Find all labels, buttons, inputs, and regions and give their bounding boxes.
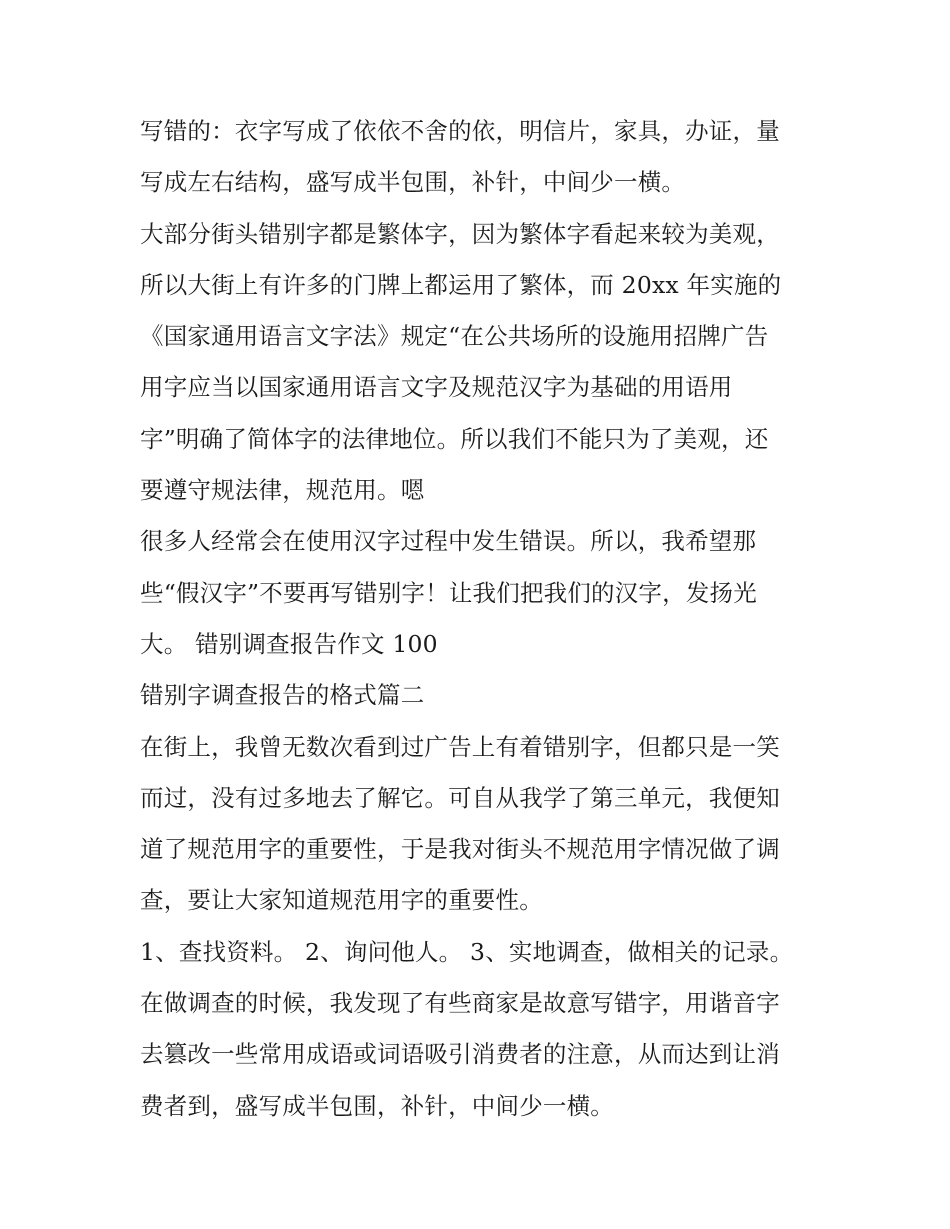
text-line: 要遵守规法律，规范用。嗯 (140, 476, 425, 505)
text-line: 而过，没有过多地去了解它。可自从我学了第三单元，我便知 (140, 783, 780, 812)
text-line: 查，要让大家知道规范用字的重要性。 (140, 886, 543, 915)
text-line: 1、查找资料。 2、询问他人。 3、实地调查，做相关的记录。 (140, 937, 794, 966)
text-line: 大部分街头错别字都是繁体字，因为繁体字看起来较为美观， (140, 219, 780, 248)
text-line: 费者到，盛写成半包围，补针，中间少一横。 (140, 1091, 614, 1120)
text-line: 写错的：衣字写成了依依不舍的依，明信片，家具，办证，量 (140, 117, 780, 145)
section-heading: 错别字调查报告的格式篇二 (140, 681, 425, 710)
text-line: 用字应当以国家通用语言文字及规范汉字为基础的用语用 (140, 373, 733, 402)
text-line: 很多人经常会在使用汉字过程中发生错误。所以，我希望那 (140, 527, 757, 556)
text-line: 大。 错别调查报告作文 100 (140, 629, 438, 658)
text-line: 所以大街上有许多的门牌上都运用了繁体，而 20xx 年实施的 (140, 270, 782, 299)
text-line: 写成左右结构，盛写成半包围，补针，中间少一横。 (140, 168, 686, 197)
text-line: 道了规范用字的重要性，于是我对街头不规范用字情况做了调 (140, 835, 780, 864)
text-line: 在做调查的时候，我发现了有些商家是故意写错字，用谐音字 (140, 989, 780, 1018)
text-line: 去篡改一些常用成语或词语吸引消费者的注意，从而达到让消 (140, 1040, 780, 1069)
text-line: 字”明确了简体字的法律地位。所以我们不能只为了美观，还 (140, 424, 769, 453)
text-line: 些“假汉字”不要再写错别字！让我们把我们的汉字，发扬光 (140, 578, 757, 607)
text-line: 《国家通用语言文字法》规定“在公共场所的设施用招牌广告 (140, 322, 769, 351)
body-text (140, 106, 820, 1132)
text-line: 在街上，我曾无数次看到过广告上有着错别字，但都只是一笑 (140, 732, 780, 761)
